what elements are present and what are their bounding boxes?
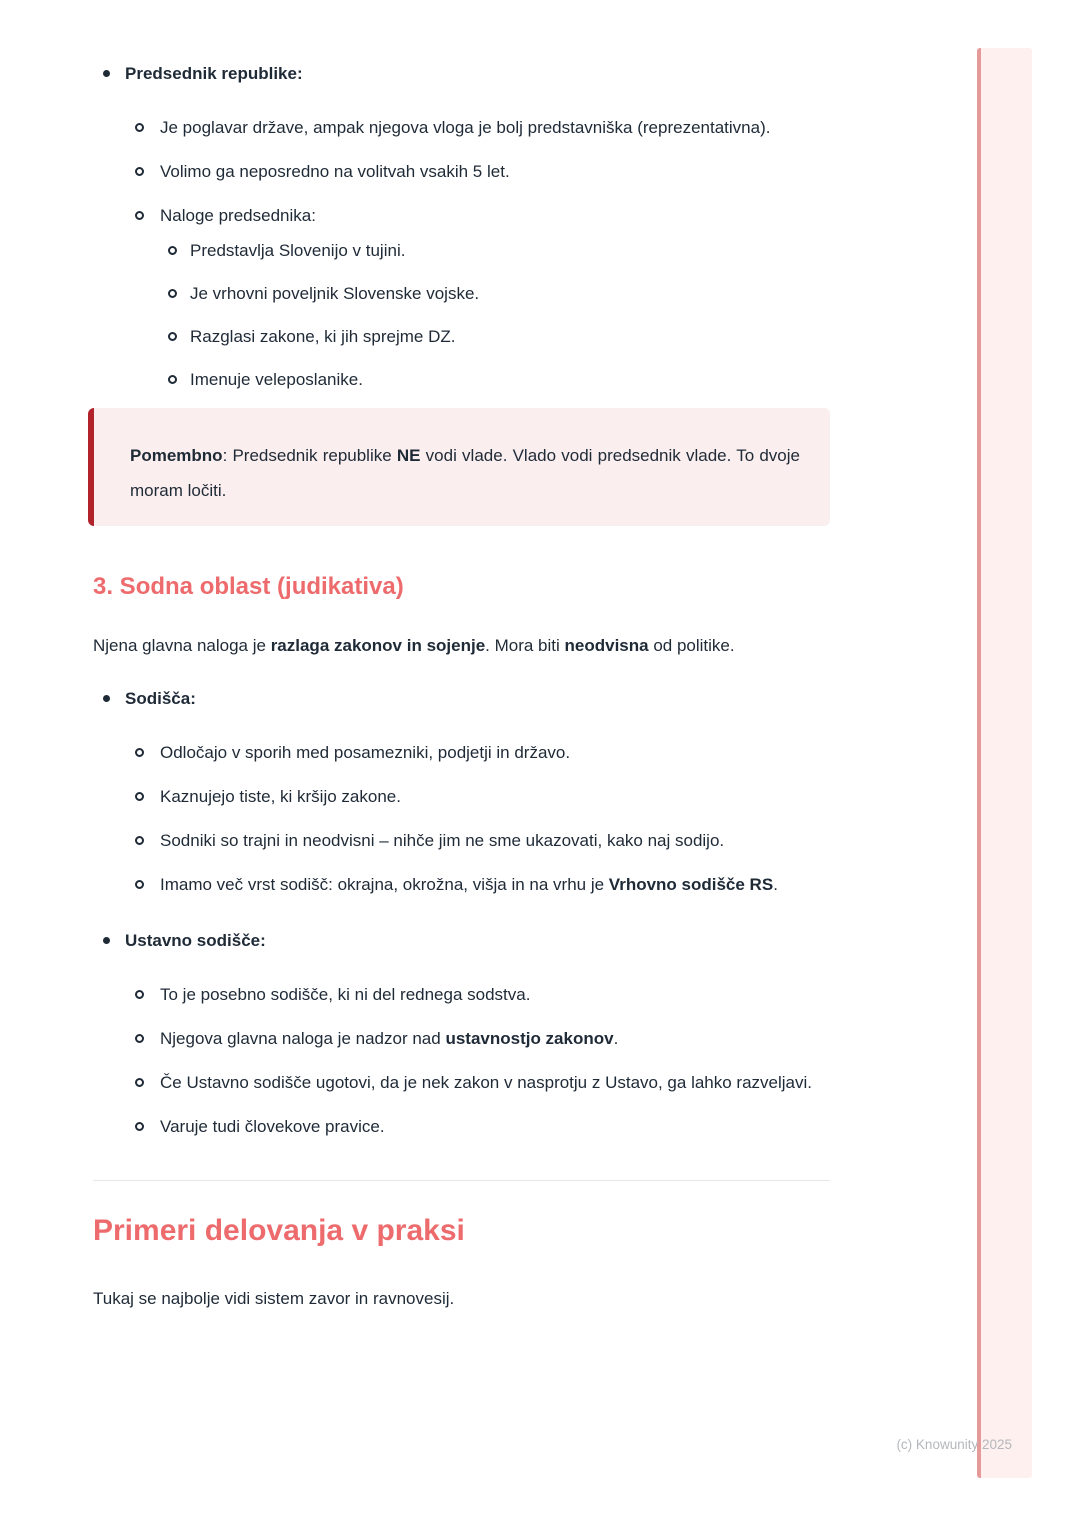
- list-item-text: To je posebno sodišče, ki ni del rednega sodstva.: [160, 985, 531, 1004]
- bullet-icon: [103, 695, 110, 702]
- list-item-title: Sodišča:: [125, 689, 196, 708]
- circle-bullet-icon: [135, 211, 144, 220]
- judiciary-intro-paragraph: [93, 628, 830, 663]
- circle-bullet-icon: [135, 836, 144, 845]
- list-item: [125, 200, 830, 395]
- list-item-text-part: Njegova glavna naloga je nadzor nad: [160, 1029, 446, 1048]
- list-item-text: Kaznujejo tiste, ki kršijo zakone.: [160, 787, 401, 806]
- copyright-notice: (c) Knowunity 2025: [896, 1437, 1012, 1452]
- section-divider: [93, 1180, 830, 1181]
- callout-text: [130, 438, 800, 508]
- list-item-text: Razglasi zakone, ki jih sprejme DZ.: [190, 327, 456, 346]
- callout-bold-word: NE: [396, 446, 421, 465]
- list-item-text-part: .: [773, 875, 778, 894]
- list-item-title: Predsednik republike:: [125, 64, 303, 83]
- list-item-text: Je vrhovni poveljnik Slovenske vojske.: [190, 284, 480, 303]
- list-item-text: Če Ustavno sodišče ugotovi, da je nek zakon v nasprotju z Ustavo, ga lahko razveljavi.: [160, 1073, 813, 1092]
- intro-text-3: od politike.: [648, 636, 735, 655]
- callout-body-1: Predsednik republike: [232, 446, 397, 465]
- circle-bullet-icon: [168, 375, 177, 384]
- list-item-text-part: .: [613, 1029, 619, 1048]
- bullet-list-courts: [93, 683, 830, 1142]
- circle-bullet-icon: [135, 1122, 144, 1131]
- list-item: [125, 869, 830, 900]
- bullet-subsublist: [160, 235, 830, 395]
- intro-bold-2: neodvisna: [564, 636, 649, 655]
- callout-label: Pomembno: [130, 446, 223, 465]
- list-item-text-part: Imamo več vrst sodišč: okrajna, okrožna, višja in na vrhu je: [160, 875, 609, 894]
- list-item-title: Ustavno sodišče:: [125, 931, 266, 950]
- bullet-sublist: [125, 979, 830, 1142]
- list-item-text: Odločajo v sporih med posamezniki, podjetji in državo.: [160, 743, 571, 762]
- list-item: [125, 1111, 830, 1142]
- important-callout: [88, 408, 830, 526]
- list-item: [160, 235, 830, 266]
- list-item: [125, 156, 830, 187]
- list-item: [93, 683, 830, 900]
- list-item-bold: ustavnostjo zakonov: [445, 1029, 614, 1048]
- list-item: [160, 364, 830, 395]
- circle-bullet-icon: [135, 880, 144, 889]
- bullet-list-president: [93, 58, 830, 395]
- section-heading-judiciary: 3. Sodna oblast (judikativa): [93, 573, 404, 600]
- bullet-icon: [103, 937, 110, 944]
- list-item-bold: Vrhovno sodišče RS: [608, 875, 774, 894]
- list-item: [125, 737, 830, 768]
- list-item: [93, 58, 830, 395]
- section-heading-practice: Primeri delovanja v praksi: [93, 1214, 465, 1247]
- bullet-sublist: [125, 737, 830, 900]
- list-item: [125, 112, 830, 143]
- circle-bullet-icon: [135, 123, 144, 132]
- list-item: [125, 1023, 830, 1054]
- circle-bullet-icon: [168, 289, 177, 298]
- list-item-text: Varuje tudi človekove pravice.: [160, 1117, 385, 1136]
- circle-bullet-icon: [135, 1078, 144, 1087]
- list-item-text: Naloge predsednika:: [160, 206, 316, 225]
- intro-text-2: . Mora biti: [485, 636, 565, 655]
- list-item: [160, 278, 830, 309]
- callout-body-2: vodi vlade. Vlado vodi predsednik vlade. To dvoje moram ločiti.: [130, 446, 800, 500]
- bullet-icon: [103, 70, 110, 77]
- list-item-text: Imenuje veleposlanike.: [190, 370, 363, 389]
- decorative-stripe: [977, 48, 1032, 1478]
- list-item-text: Je poglavar države, ampak njegova vloga je bolj predstavniška (reprezentativna).: [160, 118, 771, 137]
- list-item-text: Sodniki so trajni in neodvisni – nihče jim ne sme ukazovati, kako naj sodijo.: [160, 831, 725, 850]
- intro-bold-1: razlaga zakonov in sojenje: [270, 636, 486, 655]
- list-item: [93, 925, 830, 1142]
- circle-bullet-icon: [135, 748, 144, 757]
- practice-intro-paragraph: Tukaj se najbolje vidi sistem zavor in ravnovesij.: [93, 1289, 455, 1308]
- callout-separator: :: [222, 446, 233, 465]
- circle-bullet-icon: [168, 332, 177, 341]
- list-item: [125, 1067, 830, 1098]
- list-item-text: Volimo ga neposredno na volitvah vsakih 5 let.: [160, 162, 510, 181]
- list-item: [125, 979, 830, 1010]
- list-item: [160, 321, 830, 352]
- intro-text-1: Njena glavna naloga je: [93, 636, 271, 655]
- list-item: [125, 781, 830, 812]
- circle-bullet-icon: [135, 1034, 144, 1043]
- list-item-text: Predstavlja Slovenijo v tujini.: [190, 241, 406, 260]
- list-item: [125, 825, 830, 856]
- circle-bullet-icon: [168, 246, 177, 255]
- document-content: [93, 58, 830, 1314]
- circle-bullet-icon: [135, 167, 144, 176]
- circle-bullet-icon: [135, 990, 144, 999]
- circle-bullet-icon: [135, 792, 144, 801]
- bullet-sublist: [125, 112, 830, 395]
